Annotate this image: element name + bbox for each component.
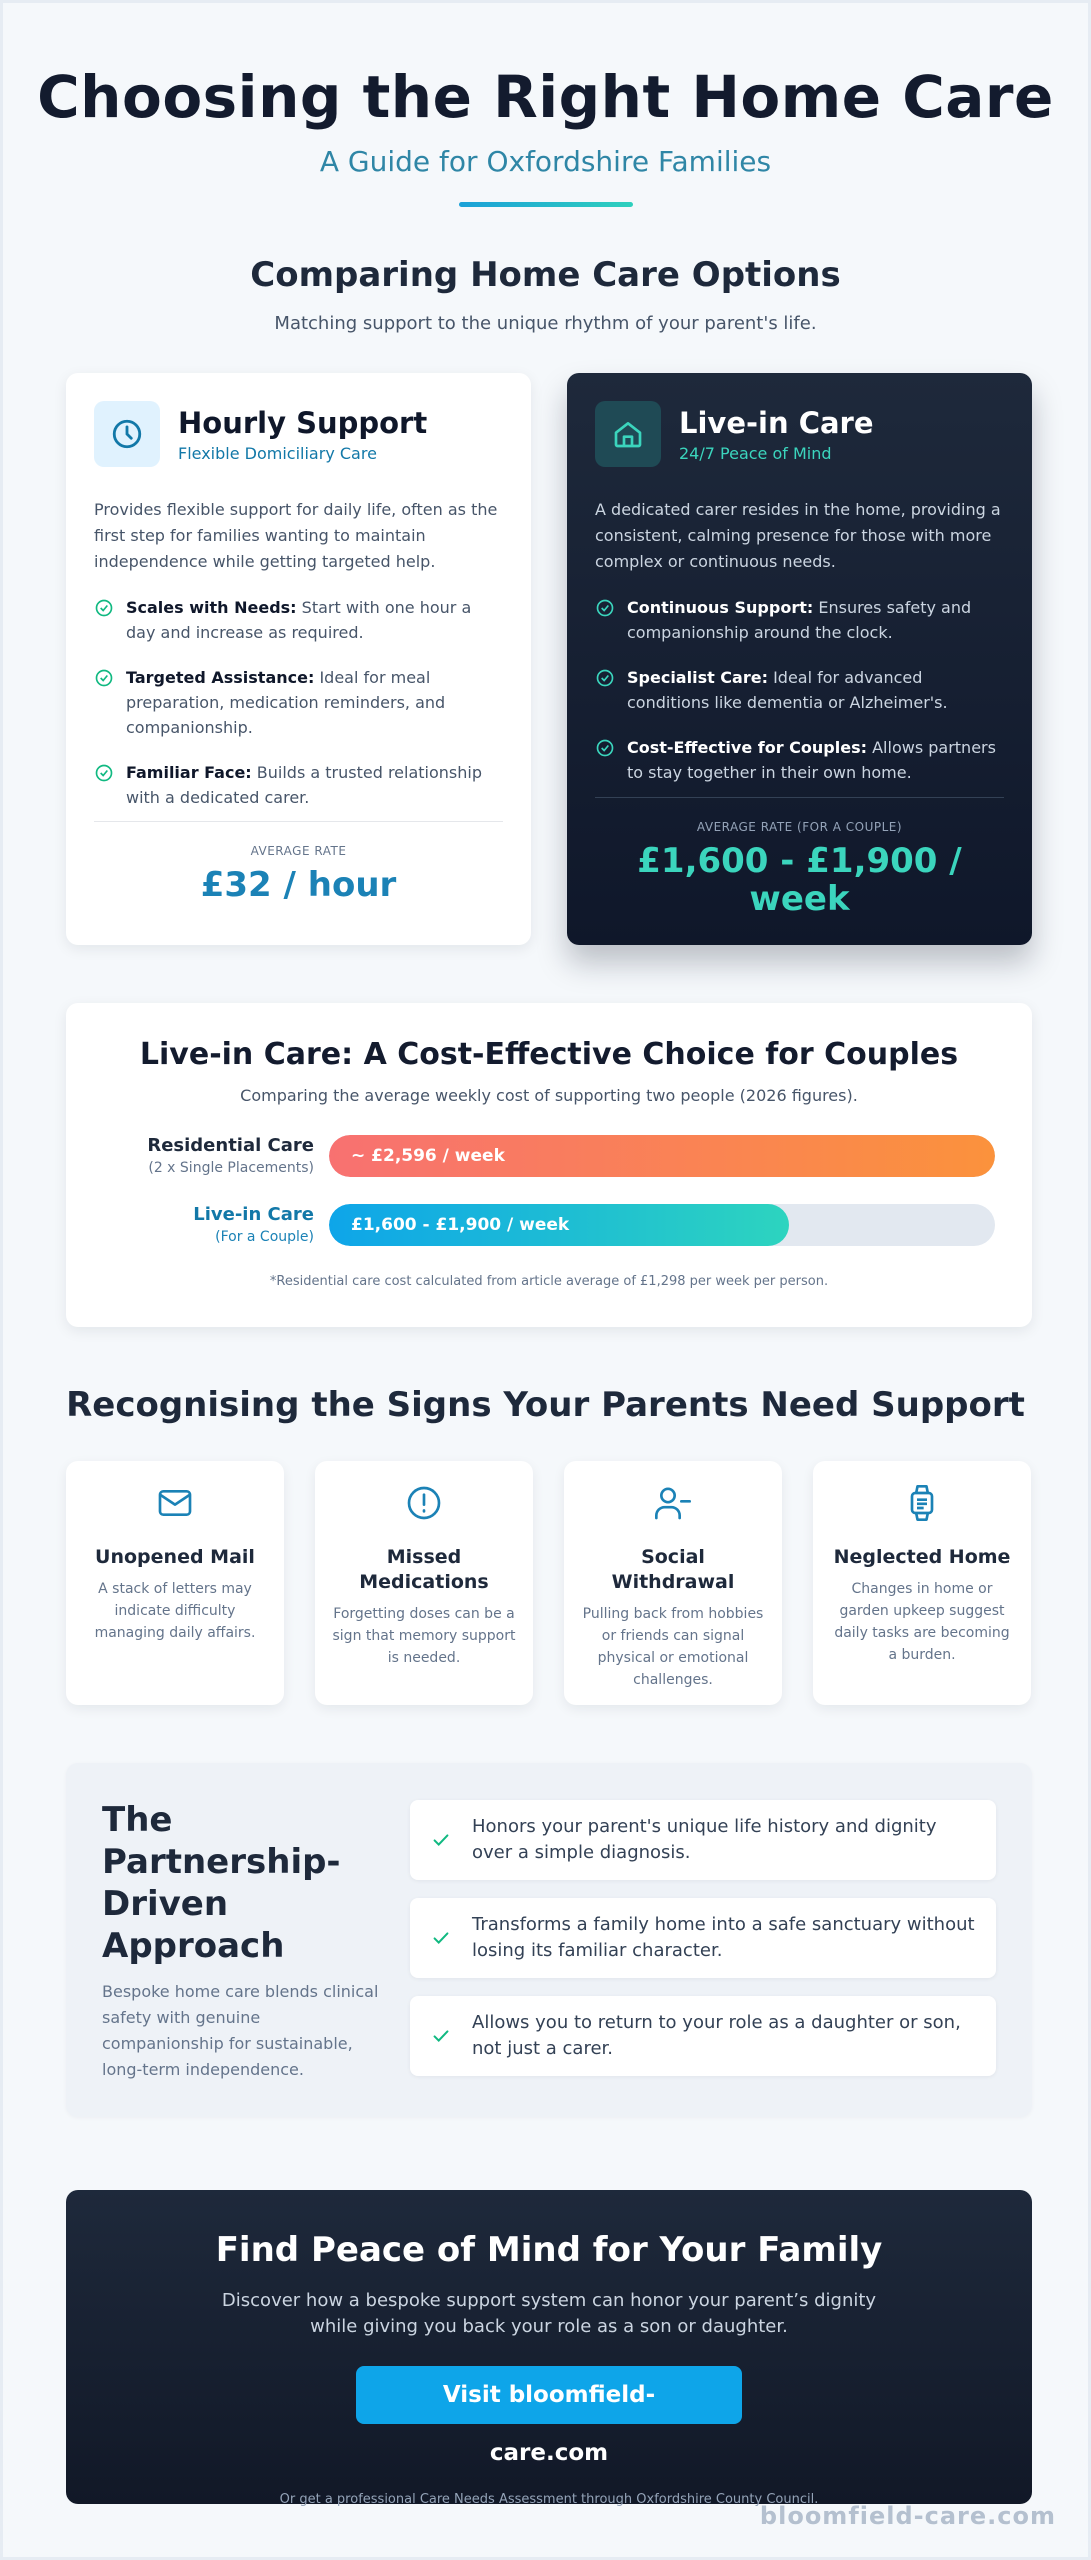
card-tagline: Flexible Domiciliary Care [178, 443, 377, 463]
sign-title: Social Withdrawal [611, 1546, 735, 1593]
card-tagline: 24/7 Peace of Mind [679, 443, 832, 463]
signs-grid [66, 1461, 1032, 1705]
sign-card [66, 1461, 284, 1705]
feature-text: Ideal for meal preparation, medication reminders, and companionship. [126, 668, 446, 737]
bar-label: Live-in Care [193, 1204, 314, 1225]
watermark: bloomfield-care.com [759, 2502, 1056, 2530]
sign-card [315, 1461, 533, 1705]
check-icon [430, 1829, 452, 1851]
card-description: A dedicated carer resides in the home, providing a consistent, calming presence for those with more complex or continuous needs. [595, 500, 1001, 571]
signs-title: Recognising the Signs Your Parents Need Support [66, 1385, 1025, 1425]
cta-description: Discover how a bespoke support system can honor your parent’s dignity while giving you back your role as a son or daughter. [221, 2290, 877, 2337]
cost-footnote: *Residential care cost calculated from article average of £1,298 per week per person. [269, 1274, 829, 1289]
page-title: Choosing the Right Home Care [37, 63, 1054, 131]
card-header [94, 401, 503, 467]
mail-icon [155, 1483, 195, 1523]
bar-track [329, 1135, 995, 1177]
feature-text: Ensures safety and companionship around the clock. [627, 598, 972, 642]
sign-description: Forgetting doses can be a sign that memory support is needed. [332, 1606, 516, 1666]
rate-block [94, 821, 503, 904]
feature-title: Scales with Needs: [126, 598, 297, 617]
sign-card [564, 1461, 782, 1705]
user-minus-icon [653, 1483, 693, 1523]
partnership-item [410, 1996, 996, 2076]
sign-title: Missed Medications [359, 1546, 489, 1593]
title-underline [459, 202, 633, 207]
clock-icon [94, 401, 160, 467]
card-description: Provides flexible support for daily life, often as the first step for families wanting to maintain independence while getting targeted help. [94, 500, 498, 571]
cta-note: Or get a professional Care Needs Assessment through Oxfordshire County Council. [279, 2492, 819, 2507]
cost-subtitle: Comparing the average weekly cost of supporting two people (2026 figures). [240, 1086, 858, 1105]
home-icon [595, 401, 661, 467]
care-options [66, 373, 1032, 945]
cost-bar-row [66, 1135, 1032, 1179]
rate-label: AVERAGE RATE (FOR A COUPLE) [696, 820, 903, 834]
rate-value: £1,600 - £1,900 / week [637, 841, 962, 919]
sign-description: Pulling back from hobbies or friends can signal physical or emotional challenges. [582, 1606, 764, 1688]
feature-title: Targeted Assistance: [126, 668, 315, 687]
feature-text: Ideal for advanced conditions like dementia or Alzheimer's. [627, 668, 948, 712]
sign-description: Changes in home or garden upkeep suggest daily tasks are becoming a burden. [834, 1581, 1010, 1663]
rate-block [595, 797, 1004, 918]
visit-website-button[interactable]: Visit bloomfield-care.com [356, 2366, 742, 2424]
live-in-care-card [567, 373, 1032, 945]
bar-sublabel: (For a Couple) [215, 1229, 314, 1245]
check-circle-icon [595, 668, 615, 688]
rate-value: £32 / hour [200, 865, 397, 905]
bar-track [329, 1204, 995, 1246]
compare-title: Comparing Home Care Options [250, 255, 841, 295]
header [3, 3, 1088, 207]
cost-comparison-panel [66, 1003, 1032, 1327]
feature-text: Builds a trusted relationship with a dedicated carer. [126, 763, 482, 807]
sign-title: Neglected Home [833, 1546, 1011, 1568]
bar-sublabel: (2 x Single Placements) [148, 1160, 314, 1176]
card-header [595, 401, 1004, 467]
feature-title: Familiar Face: [126, 763, 252, 782]
feature-item [94, 665, 503, 740]
cta-panel [66, 2190, 1032, 2507]
alert-circle-icon [404, 1483, 444, 1523]
check-circle-icon [94, 598, 114, 618]
compare-subtitle: Matching support to the unique rhythm of your parent's life. [274, 313, 817, 334]
live-in-care-bar: £1,600 - £1,900 / week [329, 1204, 789, 1246]
cost-bar-row [66, 1204, 1032, 1248]
sign-description: A stack of letters may indicate difficulty managing daily affairs. [94, 1581, 256, 1641]
cta-title: Find Peace of Mind for Your Family [215, 2230, 883, 2270]
check-circle-icon [94, 763, 114, 783]
feature-item [94, 760, 503, 810]
feature-item [595, 595, 1004, 645]
rate-label: AVERAGE RATE [250, 844, 347, 858]
partnership-item-text: Transforms a family home into a safe sanctuary without losing its familiar character. [472, 1914, 975, 1961]
cost-title: Live-in Care: A Cost-Effective Choice for Couples [139, 1037, 959, 1072]
card-title: Hourly Support [178, 405, 428, 440]
feature-item [595, 735, 1004, 785]
partnership-panel [66, 1763, 1032, 2117]
partnership-title: The Partnership-Driven Approach [102, 1800, 341, 1966]
check-icon [430, 2025, 452, 2047]
page-subtitle: A Guide for Oxfordshire Families [319, 145, 772, 178]
feature-title: Specialist Care: [627, 668, 768, 687]
residential-care-bar: ~ £2,596 / week [329, 1135, 995, 1177]
feature-item [94, 595, 503, 645]
watch-icon [902, 1483, 942, 1523]
bar-label: Residential Care [147, 1135, 314, 1156]
partnership-item [410, 1898, 996, 1978]
feature-text: Allows partners to stay together in their own home. [627, 738, 996, 782]
check-circle-icon [595, 598, 615, 618]
sign-card [813, 1461, 1031, 1705]
feature-item [595, 665, 1004, 715]
partnership-item-text: Honors your parent's unique life history and dignity over a simple diagnosis. [472, 1816, 937, 1863]
partnership-item [410, 1800, 996, 1880]
sign-title: Unopened Mail [95, 1546, 255, 1568]
check-circle-icon [94, 668, 114, 688]
check-icon [430, 1927, 452, 1949]
compare-heading [3, 255, 1088, 334]
feature-title: Continuous Support: [627, 598, 814, 617]
partnership-description: Bespoke home care blends clinical safety with genuine companionship for sustainable, long-term independence. [102, 1982, 379, 2079]
partnership-item-text: Allows you to return to your role as a daughter or son, not just a carer. [472, 2012, 961, 2059]
card-title: Live-in Care [679, 405, 874, 440]
check-circle-icon [595, 738, 615, 758]
hourly-support-card [66, 373, 531, 945]
feature-title: Cost-Effective for Couples: [627, 738, 868, 757]
feature-text: Start with one hour a day and increase as required. [126, 598, 472, 642]
